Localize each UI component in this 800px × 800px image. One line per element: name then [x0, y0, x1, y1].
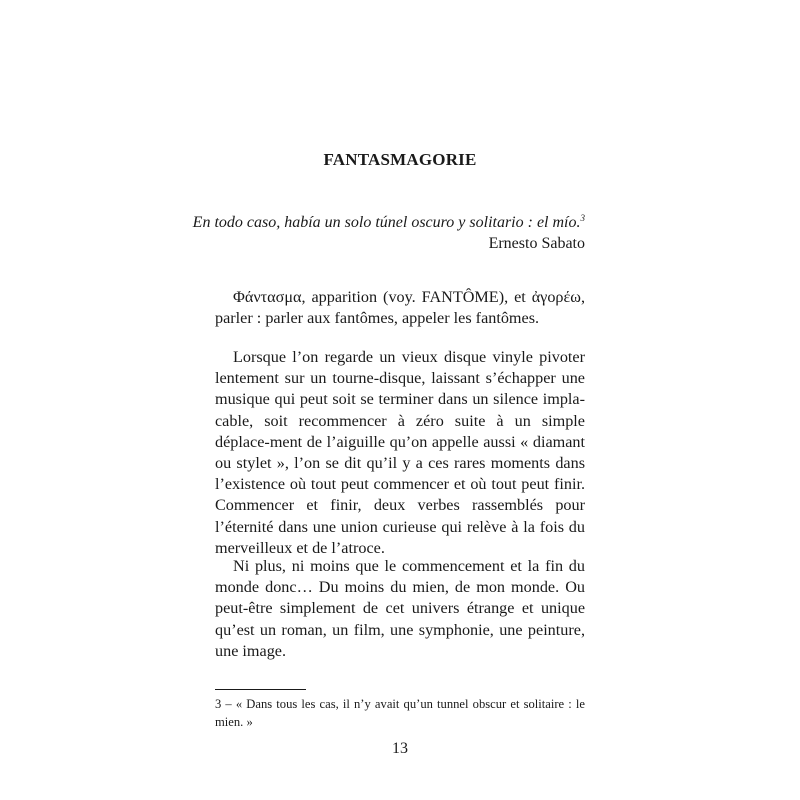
paragraph-text: Φάντασμα, apparition (voy. FANTÔME), et ἀγορέω, parler : parler aux fantômes, appeler les fantômes.: [215, 288, 585, 328]
epigraph-author: Ernesto Sabato: [488, 235, 585, 252]
epigraph: [165, 208, 585, 254]
paragraph-text: Ni plus, ni moins que le commencement et la fin du monde donc… Du moins du mien, de mon monde. Ou peut-être simplement de cet univers étrange et unique qu’est un roman, un film, une symphonie, une peinture, une image.: [215, 557, 585, 660]
paragraph-world: [215, 556, 585, 662]
footnote-divider: [215, 689, 306, 690]
chapter-title: FANTASMAGORIE: [323, 150, 477, 169]
footnote-marker: 3: [580, 213, 585, 223]
paragraph-vinyl: [215, 347, 585, 559]
paragraph-text: Lorsque l’on regarde un vieux disque vinyle pivoter lentement sur un tourne-disque, laissant s’échapper une musique qui peut soit se terminer dans un silence impla-cable, soit recommencer à zéro suite à un simple déplace-ment de l’aiguille qu’on appelle aussi « diamant ou stylet », l’on se dit qu’il y a ces rares moments dans l’existence où tout peut commencer et où tout peut finir. Commencer et finir, deux verbes rassemblés pour l’éternité dans une union curieuse qui relève à la fois du merveilleux et de l’atroce.: [215, 348, 585, 557]
page-number: 13: [392, 740, 408, 757]
epigraph-quote: En todo caso, había un solo túnel oscuro y solitario : el mío.: [192, 214, 581, 231]
paragraph-etymology: [215, 287, 585, 329]
footnote: 3 – « Dans tous les cas, il n’y avait qu’un tunnel obscur et solitaire : le mien. »: [215, 697, 585, 729]
